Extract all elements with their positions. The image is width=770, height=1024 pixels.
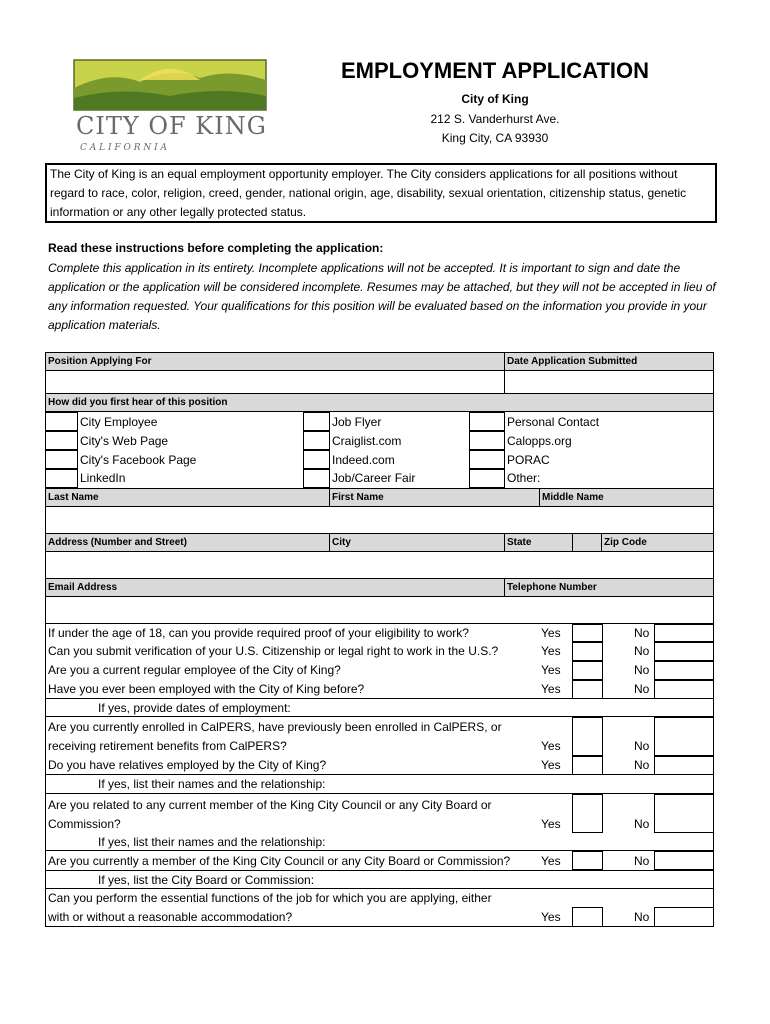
option-calopps: Calopps.org <box>507 434 572 448</box>
question-council-relation-line2: Commission? <box>48 817 121 831</box>
org-name: City of King <box>461 92 529 106</box>
option-job-flyer: Job Flyer <box>332 415 382 429</box>
yes-label: Yes <box>541 626 561 640</box>
option-city-employee: City Employee <box>80 415 158 429</box>
no-label: No <box>634 854 650 868</box>
page-title: EMPLOYMENT APPLICATION <box>341 58 649 83</box>
yes-label: Yes <box>541 817 561 831</box>
no-label: No <box>634 626 650 640</box>
checkbox-personal-contact[interactable] <box>469 412 505 431</box>
option-porac: PORAC <box>507 453 550 467</box>
question-current-employee: Are you a current regular employee of the City of King? <box>48 663 341 677</box>
divider <box>45 793 714 794</box>
yes-label: Yes <box>541 854 561 868</box>
question-council-relation-line1: Are you related to any current member of the King City Council or any City Board or <box>48 798 492 812</box>
yes-box-q2[interactable] <box>572 642 603 661</box>
followup-council-relation: If yes, list their names and the relationship: <box>98 835 326 849</box>
city-of-king-logo <box>70 58 270 154</box>
no-label: No <box>634 817 650 831</box>
checkbox-job-fair[interactable] <box>303 469 330 488</box>
eeo-statement: The City of King is an equal employment opportunity employer. The City considers applications for all positions without regard to race, color, religion, creed, gender, national origin, age, disability, sexual orientation, citizenship status, genetic information or any other legally protected status. <box>45 163 717 223</box>
no-label: No <box>634 644 650 658</box>
checkbox-craiglist[interactable] <box>303 431 330 450</box>
no-box-q8[interactable] <box>654 851 714 870</box>
yes-box-q5[interactable] <box>572 717 603 756</box>
option-job-fair: Job/Career Fair <box>332 471 416 485</box>
position-label: Position Applying For <box>45 352 505 371</box>
logo-text: CITY OF KING <box>76 112 267 140</box>
address-line-1: 212 S. Vanderhurst Ave. <box>430 112 560 126</box>
yes-label: Yes <box>541 910 561 924</box>
checkbox-city-employee[interactable] <box>45 412 78 431</box>
question-previous-employee: Have you ever been employed with the City of King before? <box>48 682 365 696</box>
date-field[interactable] <box>504 370 714 394</box>
no-label: No <box>634 739 650 753</box>
heard-label: How did you first hear of this position <box>45 393 714 412</box>
question-calpers-line1: Are you currently enrolled in CalPERS, have previously been enrolled in CalPERS, or <box>48 720 502 734</box>
no-label: No <box>634 758 650 772</box>
yes-box-q8[interactable] <box>572 851 603 870</box>
state-gap <box>572 533 602 552</box>
name-field[interactable] <box>45 506 714 534</box>
option-linkedin: LinkedIn <box>80 471 126 485</box>
date-label: Date Application Submitted <box>504 352 714 371</box>
no-box-q5[interactable] <box>654 717 714 756</box>
instructions-body: Complete this application in its entirety. Incomplete applications will not be accepted. It is important to sign and date the application or the application will be considered incomplete. Resumes may be attached, but they will not be accepted in lieu of any information requested. Your qualifications for this position will be evaluated based on the information you provide in your application materials. <box>48 261 716 332</box>
question-essential-functions-line1: Can you perform the essential functions of the job for which you are applying, either <box>48 891 492 905</box>
yes-box-q3[interactable] <box>572 661 603 680</box>
checkbox-indeed[interactable] <box>303 450 330 469</box>
phone-label: Telephone Number <box>504 578 714 597</box>
yes-box-q6[interactable] <box>572 756 603 775</box>
no-label: No <box>634 910 650 924</box>
option-city-facebook: City's Facebook Page <box>80 453 197 467</box>
question-age-proof: If under the age of 18, can you provide required proof of your eligibility to work? <box>48 626 469 640</box>
instructions-heading: Read these instructions before completing the application: <box>48 241 384 255</box>
question-calpers-line2: receiving retirement benefits from CalPERS? <box>48 739 287 753</box>
no-box-q1[interactable] <box>654 624 714 642</box>
checkbox-other[interactable] <box>469 469 505 488</box>
checkbox-city-facebook[interactable] <box>45 450 78 469</box>
state-label: State <box>504 533 573 552</box>
question-council-member: Are you currently a member of the King City Council or any City Board or Commission? <box>48 854 511 868</box>
option-city-web-page: City's Web Page <box>80 434 169 448</box>
zip-label: Zip Code <box>601 533 714 552</box>
email-phone-field[interactable] <box>45 596 714 624</box>
question-citizenship: Can you submit verification of your U.S. Citizenship or legal right to work in the U.S.? <box>48 644 499 658</box>
no-box-q7[interactable] <box>654 794 714 833</box>
logo-subtext: C A L I F O R N I A <box>80 143 167 153</box>
no-box-q6[interactable] <box>654 756 714 775</box>
option-other: Other: <box>507 471 541 485</box>
yes-box-q4[interactable] <box>572 680 603 699</box>
yes-label: Yes <box>541 663 561 677</box>
city-label: City <box>329 533 505 552</box>
address-label: Address (Number and Street) <box>45 533 330 552</box>
option-indeed: Indeed.com <box>332 453 395 467</box>
last-name-label: Last Name <box>45 488 330 507</box>
followup-relatives: If yes, list their names and the relationship: <box>98 777 326 791</box>
checkbox-job-flyer[interactable] <box>303 412 330 431</box>
question-relatives: Do you have relatives employed by the City of King? <box>48 758 327 772</box>
followup-employment-dates: If yes, provide dates of employment: <box>98 701 291 715</box>
no-label: No <box>634 682 650 696</box>
no-box-q3[interactable] <box>654 661 714 680</box>
checkbox-calopps[interactable] <box>469 431 505 450</box>
no-box-q2[interactable] <box>654 642 714 661</box>
checkbox-city-web-page[interactable] <box>45 431 78 450</box>
yes-label: Yes <box>541 682 561 696</box>
yes-label: Yes <box>541 758 561 772</box>
address-line-2: King City, CA 93930 <box>441 131 549 145</box>
checkbox-porac[interactable] <box>469 450 505 469</box>
first-name-label: First Name <box>329 488 540 507</box>
yes-box-q1[interactable] <box>572 624 603 642</box>
yes-label: Yes <box>541 644 561 658</box>
question-essential-functions-line2: with or without a reasonable accommodation? <box>48 910 293 924</box>
option-craiglist: Craiglist.com <box>332 434 402 448</box>
yes-box-q7[interactable] <box>572 794 603 833</box>
address-field[interactable] <box>45 551 714 579</box>
yes-label: Yes <box>541 739 561 753</box>
option-personal-contact: Personal Contact <box>507 415 600 429</box>
followup-board: If yes, list the City Board or Commission: <box>98 873 315 887</box>
checkbox-linkedin[interactable] <box>45 469 78 488</box>
position-field[interactable] <box>45 370 505 394</box>
no-box-q4[interactable] <box>654 680 714 699</box>
middle-name-label: Middle Name <box>539 488 714 507</box>
no-label: No <box>634 663 650 677</box>
email-label: Email Address <box>45 578 505 597</box>
yes-box-q9[interactable] <box>572 907 603 927</box>
no-box-q9[interactable] <box>654 907 714 927</box>
